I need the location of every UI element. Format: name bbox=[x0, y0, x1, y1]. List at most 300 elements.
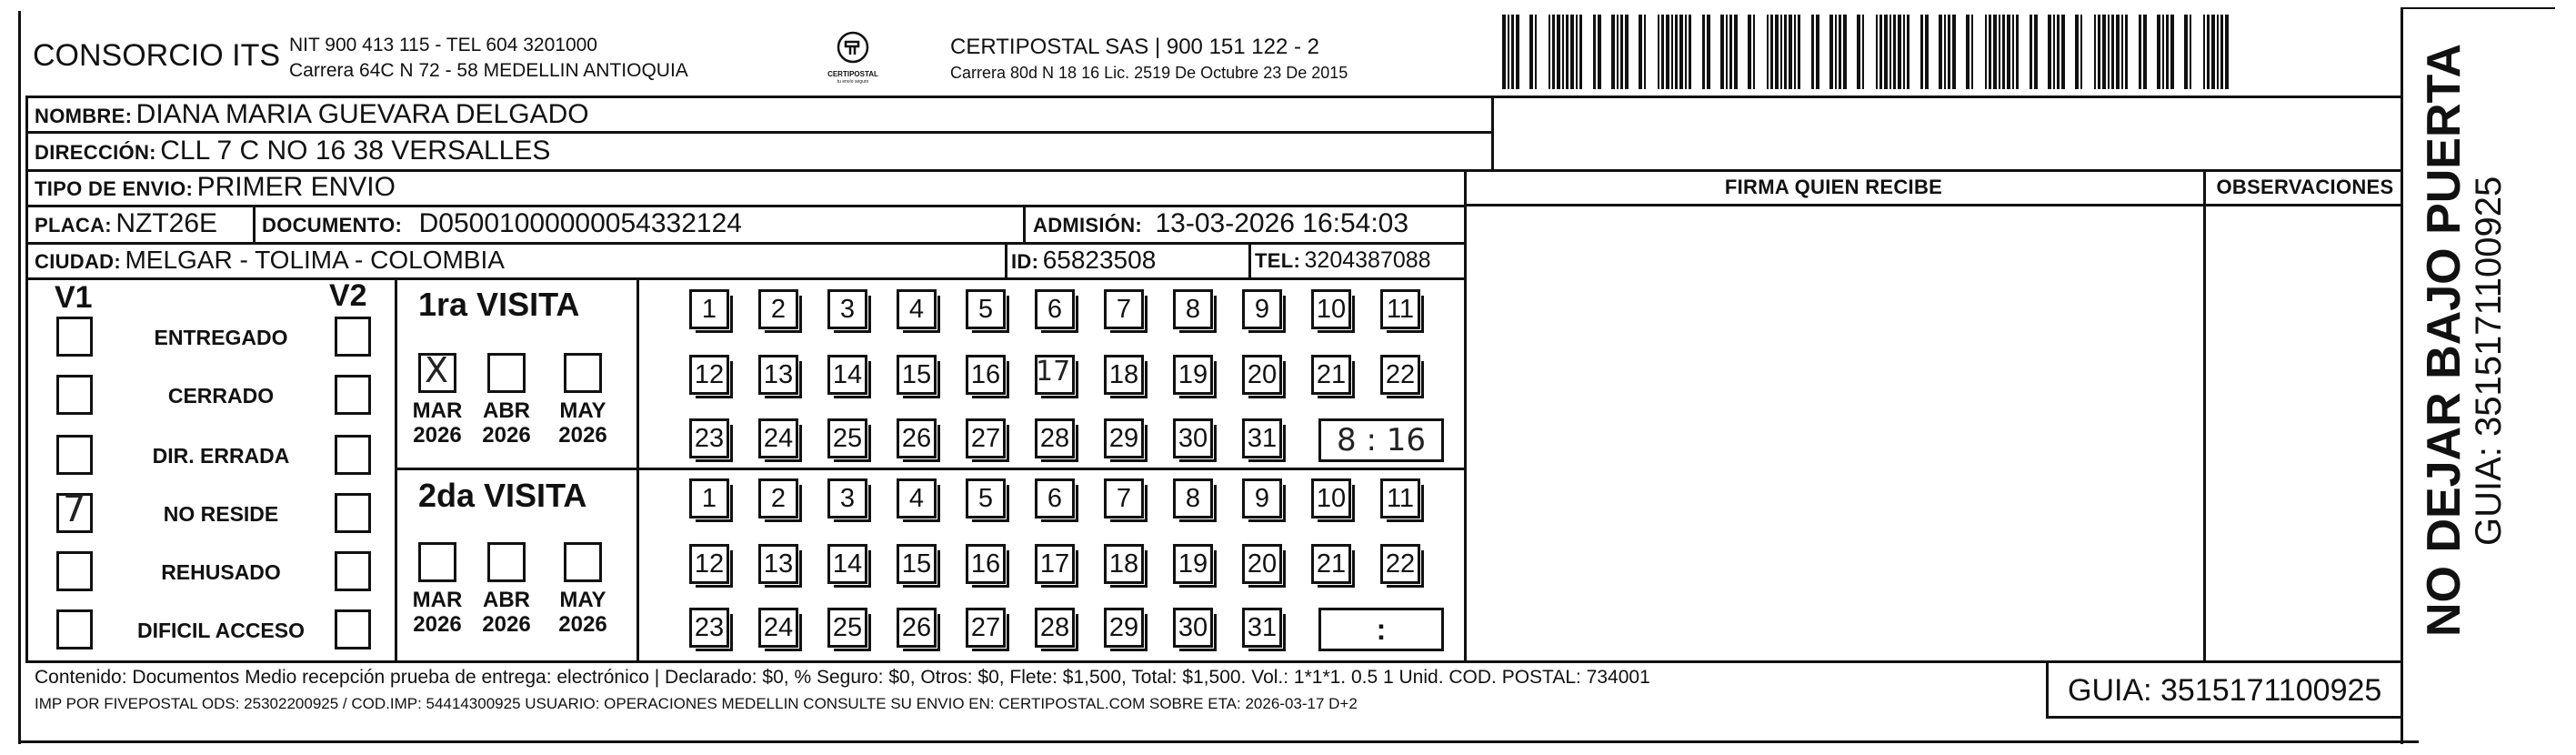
day-number: 29 bbox=[1108, 423, 1139, 453]
barcode-bar bbox=[2225, 15, 2229, 89]
day-box[interactable] bbox=[1242, 608, 1282, 648]
day-number: 24 bbox=[763, 423, 794, 453]
day-number: 12 bbox=[694, 549, 725, 579]
day-number: 25 bbox=[832, 423, 863, 453]
barcode-bar bbox=[2157, 15, 2160, 89]
day-box[interactable] bbox=[1035, 544, 1075, 584]
barcode-bar bbox=[1898, 15, 1901, 89]
barcode-bar bbox=[1748, 15, 1751, 89]
admission-divider bbox=[1023, 205, 1026, 243]
footer-contents: Contenido: Documentos Medio recepción prueba de entrega: electrónico | Declarado: $0, % Seguro: $0, Otros: $0, Flete: $1,500, Total: $1,500. Vol.: 1*1*1. 0.5 1 Unid. COD. POSTAL: 734001 bbox=[35, 667, 1650, 688]
day-box[interactable] bbox=[827, 355, 867, 395]
barcode-bar bbox=[2125, 15, 2128, 89]
visit-divider bbox=[636, 277, 639, 663]
day-box[interactable] bbox=[1173, 544, 1213, 584]
first-visit-title: 1ra VISITA bbox=[418, 286, 580, 323]
form-left-line bbox=[25, 96, 28, 663]
right-border bbox=[2401, 7, 2403, 744]
status-divider bbox=[395, 277, 397, 663]
barcode-bar bbox=[1552, 15, 1555, 89]
day-box[interactable] bbox=[1173, 418, 1213, 458]
barcode-bar bbox=[1862, 15, 1864, 89]
carrier-line: CERTIPOSTAL SAS | 900 151 122 - 2 bbox=[950, 35, 1319, 59]
barcode-bar bbox=[1689, 15, 1691, 89]
city-row bbox=[35, 246, 505, 275]
day-box[interactable] bbox=[827, 608, 867, 648]
signature-header: FIRMA QUIEN RECIBE bbox=[1724, 176, 1943, 198]
day-box[interactable] bbox=[1173, 478, 1213, 518]
barcode-bar bbox=[2211, 15, 2215, 89]
status-v1-checkbox[interactable] bbox=[56, 488, 93, 533]
document-label: DOCUMENTO: bbox=[262, 214, 403, 237]
barcode-bar bbox=[2007, 15, 2010, 89]
day-number: 31 bbox=[1247, 423, 1278, 453]
document-value: D05001000000054332124 bbox=[418, 208, 742, 238]
day-number: 15 bbox=[901, 359, 932, 389]
day-box[interactable] bbox=[1242, 544, 1282, 584]
status-label: ENTREGADO bbox=[154, 326, 288, 349]
day-box[interactable] bbox=[966, 418, 1006, 458]
name-row bbox=[35, 99, 589, 130]
day-box[interactable] bbox=[966, 608, 1006, 648]
day-number: 27 bbox=[970, 612, 1001, 642]
month-label: MAR bbox=[412, 588, 463, 612]
day-box[interactable] bbox=[689, 544, 729, 584]
barcode-bar bbox=[2034, 15, 2038, 89]
barcode-bar bbox=[1679, 15, 1683, 89]
barcode-bar bbox=[1857, 15, 1860, 89]
day-number: 30 bbox=[1178, 612, 1208, 642]
day-number: 20 bbox=[1247, 359, 1278, 389]
id-value: 65823508 bbox=[1042, 246, 1157, 274]
barcode-bar bbox=[1579, 15, 1582, 89]
day-number: 13 bbox=[763, 359, 794, 389]
day-number: 4 bbox=[908, 483, 925, 513]
barcode-bar bbox=[1734, 15, 1738, 89]
city-value: MELGAR - TOLIMA - COLOMBIA bbox=[125, 246, 505, 274]
year-label: 2026 bbox=[482, 612, 531, 637]
barcode-bar bbox=[1939, 15, 1942, 89]
day-number: 14 bbox=[832, 549, 863, 579]
day-number: 28 bbox=[1039, 612, 1070, 642]
day-box[interactable] bbox=[1242, 289, 1282, 329]
month-checkbox[interactable] bbox=[418, 542, 456, 582]
barcode-bar bbox=[1516, 15, 1519, 89]
day-box[interactable] bbox=[1104, 289, 1144, 329]
status-v1-checkbox[interactable] bbox=[56, 317, 93, 357]
barcode-bar bbox=[1816, 15, 1819, 89]
day-number: 11 bbox=[1386, 483, 1415, 513]
day-box[interactable] bbox=[758, 418, 798, 458]
month-checkbox[interactable] bbox=[564, 542, 602, 582]
logo-subtext: tu envío seguro bbox=[837, 79, 869, 85]
barcode-bar bbox=[2121, 15, 2123, 89]
city-label: CIUDAD: bbox=[35, 250, 121, 273]
row-line-1 bbox=[25, 131, 1491, 134]
day-number: 1 bbox=[701, 483, 717, 513]
day-box[interactable] bbox=[966, 544, 1006, 584]
month-checkbox[interactable] bbox=[564, 353, 602, 393]
time-box[interactable] bbox=[1318, 608, 1444, 651]
barcode-bar bbox=[1562, 15, 1564, 89]
tel-value: 3204387088 bbox=[1304, 247, 1431, 273]
tel-row bbox=[1255, 247, 1431, 274]
v2-label: V2 bbox=[329, 278, 367, 313]
day-box[interactable] bbox=[966, 355, 1006, 395]
footer-imp: IMP POR FIVEPOSTAL ODS: 25302200925 / COD.IMP: 54414300925 USUARIO: OPERACIONES MEDELLIN CONSULTE SU ENVIO EN: CERTIPOSTAL.COM SOBRE ETA: 2026-03-17 D+2 bbox=[35, 695, 1358, 712]
day-box[interactable] bbox=[827, 478, 867, 518]
certipostal-logo bbox=[824, 29, 882, 87]
barcode-bar bbox=[1617, 15, 1619, 89]
status-label: NO RESIDE bbox=[163, 502, 279, 526]
bottom-border bbox=[18, 740, 2419, 743]
id-divider bbox=[1005, 242, 1007, 278]
admission-label: ADMISIÓN: bbox=[1033, 214, 1143, 237]
barcode-bar bbox=[1952, 15, 1956, 89]
observations-header: OBSERVACIONES bbox=[2216, 176, 2394, 198]
tel-label: TEL: bbox=[1255, 249, 1301, 272]
day-number: 3 bbox=[839, 294, 856, 324]
license-line: Carrera 80d N 18 16 Lic. 2519 De Octubre 23 De 2015 bbox=[950, 64, 1348, 82]
barcode-bar bbox=[2098, 15, 2100, 89]
day-box[interactable] bbox=[1104, 355, 1144, 395]
barcode-bar bbox=[2102, 15, 2106, 89]
year-label: 2026 bbox=[413, 423, 462, 448]
address-row bbox=[35, 136, 550, 166]
day-box[interactable] bbox=[1380, 355, 1420, 395]
nit-line: NIT 900 413 115 - TEL 604 3201000 bbox=[289, 35, 597, 55]
day-box[interactable] bbox=[758, 355, 798, 395]
day-box[interactable] bbox=[758, 289, 798, 329]
barcode-bar bbox=[1666, 15, 1669, 89]
barcode-bar bbox=[2207, 15, 2210, 89]
barcode-bar bbox=[2162, 15, 2164, 89]
barcode-bar bbox=[1611, 15, 1615, 89]
day-number: 24 bbox=[763, 612, 794, 642]
barcode-bar bbox=[1876, 15, 1878, 89]
status-label: DIFICIL ACCESO bbox=[136, 619, 305, 642]
barcode-bar bbox=[1893, 15, 1896, 89]
barcode-bar bbox=[2111, 15, 2114, 89]
day-box[interactable] bbox=[1380, 478, 1420, 518]
barcode-bar bbox=[1903, 15, 1905, 89]
barcode-bar bbox=[1570, 15, 1574, 89]
barcode-bar bbox=[1989, 15, 1991, 89]
day-number: 6 bbox=[1047, 294, 1063, 324]
day-number: 18 bbox=[1108, 549, 1139, 579]
admission-row bbox=[1033, 208, 1408, 239]
month-checkbox[interactable] bbox=[487, 353, 526, 393]
document-row bbox=[262, 208, 742, 239]
day-box[interactable] bbox=[1035, 289, 1075, 329]
day-number: 23 bbox=[694, 423, 725, 453]
signature-area[interactable] bbox=[1468, 207, 2200, 660]
barcode-bar bbox=[1625, 15, 1629, 89]
month-label: ABR bbox=[483, 588, 530, 612]
day-box[interactable] bbox=[897, 544, 937, 584]
day-box[interactable] bbox=[1035, 355, 1075, 395]
day-box[interactable] bbox=[758, 478, 798, 518]
visit-middle-line bbox=[395, 468, 1466, 470]
day-box[interactable] bbox=[897, 608, 937, 648]
day-number: 2 bbox=[770, 483, 787, 513]
day-box[interactable] bbox=[689, 418, 729, 458]
day-number: 18 bbox=[1108, 359, 1139, 389]
tel-divider bbox=[1248, 242, 1251, 278]
month-label: ABR bbox=[483, 398, 530, 423]
day-number: 7 bbox=[1116, 483, 1132, 513]
type-row bbox=[35, 172, 396, 203]
day-number: 9 bbox=[1254, 483, 1270, 513]
month-check-mark: X bbox=[425, 350, 449, 390]
status-v1-checkbox[interactable] bbox=[56, 609, 93, 649]
name-value: DIANA MARIA GUEVARA DELGADO bbox=[135, 99, 589, 129]
day-number: 4 bbox=[908, 294, 925, 324]
barcode-bar bbox=[2048, 15, 2051, 89]
barcode-bar bbox=[1784, 15, 1787, 89]
status-label: DIR. ERRADA bbox=[152, 444, 290, 468]
day-number: 28 bbox=[1039, 423, 1070, 453]
status-v1-checkbox[interactable] bbox=[56, 435, 93, 475]
status-v2-checkbox[interactable] bbox=[335, 609, 371, 649]
barcode-bar bbox=[1775, 15, 1779, 89]
barcode-bar bbox=[1707, 15, 1710, 89]
day-box[interactable] bbox=[1173, 355, 1213, 395]
day-number: 21 bbox=[1316, 549, 1347, 579]
day-number: 7 bbox=[1116, 294, 1132, 324]
barcode-bar bbox=[1985, 15, 1987, 89]
barcode-bar bbox=[1843, 15, 1847, 89]
day-number: 16 bbox=[970, 549, 1001, 579]
time-box[interactable] bbox=[1318, 418, 1444, 462]
barcode-bar bbox=[1720, 15, 1724, 89]
barcode-bar bbox=[1889, 15, 1891, 89]
day-box[interactable] bbox=[897, 289, 937, 329]
v1-label: V1 bbox=[55, 280, 93, 315]
day-number: 11 bbox=[1386, 294, 1415, 324]
status-v2-checkbox[interactable] bbox=[335, 551, 371, 591]
barcode-bar bbox=[2075, 15, 2079, 89]
day-box[interactable] bbox=[1104, 478, 1144, 518]
barcode-bar bbox=[1767, 15, 1769, 89]
status-v2-checkbox[interactable] bbox=[335, 317, 371, 357]
status-label: REHUSADO bbox=[161, 560, 281, 584]
barcode-bar bbox=[2094, 15, 2096, 89]
day-number: 29 bbox=[1108, 612, 1139, 642]
day-number: 15 bbox=[901, 549, 932, 579]
status-v1-checkbox[interactable] bbox=[56, 375, 93, 415]
barcode-bar bbox=[1566, 15, 1569, 89]
id-row bbox=[1011, 246, 1156, 275]
left-border bbox=[18, 11, 21, 744]
day-number: 14 bbox=[832, 359, 863, 389]
day-box[interactable] bbox=[966, 478, 1006, 518]
month-checkbox[interactable] bbox=[487, 542, 526, 582]
barcode-bar bbox=[1502, 15, 1506, 89]
day-number: 26 bbox=[901, 612, 932, 642]
day-box[interactable] bbox=[897, 418, 937, 458]
day-number: 20 bbox=[1247, 549, 1278, 579]
observations-left-line bbox=[2203, 169, 2206, 663]
status-v2-checkbox[interactable] bbox=[335, 493, 371, 533]
day-number: 30 bbox=[1178, 423, 1208, 453]
barcode-bar bbox=[2080, 15, 2082, 89]
day-box[interactable] bbox=[827, 544, 867, 584]
day-number: 27 bbox=[970, 423, 1001, 453]
day-box[interactable] bbox=[966, 289, 1006, 329]
day-number: 6 bbox=[1047, 483, 1063, 513]
barcode-bar bbox=[1907, 15, 1909, 89]
day-number: 1 bbox=[701, 294, 717, 324]
month-label: MAR bbox=[412, 398, 463, 423]
address-label: DIRECCIÓN: bbox=[35, 141, 156, 164]
barcode-bar bbox=[2057, 15, 2060, 89]
barcode-bar bbox=[1671, 15, 1673, 89]
time-value: 8 : 16 bbox=[1337, 422, 1426, 458]
time-value: : bbox=[1376, 612, 1387, 646]
barcode-bar bbox=[1685, 15, 1687, 89]
barcode-bar bbox=[2143, 15, 2147, 89]
day-number: 19 bbox=[1178, 359, 1208, 389]
barcode-bar bbox=[2002, 15, 2005, 89]
barcode-bar bbox=[1508, 15, 1509, 89]
day-box[interactable] bbox=[1311, 289, 1351, 329]
day-box[interactable] bbox=[897, 355, 937, 395]
status-v1-check-mark: 7 bbox=[63, 488, 86, 530]
barcode-bar bbox=[2170, 15, 2174, 89]
barcode-bar bbox=[2139, 15, 2141, 89]
day-box[interactable] bbox=[1104, 544, 1144, 584]
day-box[interactable] bbox=[689, 478, 729, 518]
day-box[interactable] bbox=[1380, 289, 1420, 329]
type-value: PRIMER ENVIO bbox=[196, 172, 396, 202]
day-number: 16 bbox=[970, 359, 1001, 389]
barcode-bar bbox=[2030, 15, 2032, 89]
barcode-bar bbox=[1839, 15, 1841, 89]
signature-left-line bbox=[1464, 169, 1467, 663]
day-check-mark: 17 bbox=[1036, 356, 1071, 388]
day-box[interactable] bbox=[1242, 478, 1282, 518]
day-number: 3 bbox=[839, 483, 856, 513]
day-box[interactable] bbox=[689, 355, 729, 395]
status-v1-checkbox[interactable] bbox=[56, 551, 93, 591]
day-number: 25 bbox=[832, 612, 863, 642]
barcode-bar bbox=[1999, 15, 2000, 89]
barcode-bar bbox=[2203, 15, 2205, 89]
plate-value: NZT26E bbox=[115, 208, 218, 238]
id-label: ID: bbox=[1011, 250, 1039, 273]
barcode-bar bbox=[1966, 15, 1970, 89]
admission-value: 13-03-2026 16:54:03 bbox=[1155, 208, 1409, 238]
plate-label: PLACA: bbox=[35, 214, 112, 237]
plate-divider bbox=[253, 205, 256, 243]
day-box[interactable] bbox=[689, 289, 729, 329]
barcode-bar bbox=[1658, 15, 1659, 89]
day-box[interactable] bbox=[1104, 608, 1144, 648]
barcode-bar bbox=[1835, 15, 1837, 89]
address-value: CLL 7 C NO 16 38 VERSALLES bbox=[160, 136, 551, 166]
day-box[interactable] bbox=[758, 544, 798, 584]
day-box[interactable] bbox=[689, 608, 729, 648]
day-box[interactable] bbox=[1380, 544, 1420, 584]
barcode-bar bbox=[1884, 15, 1888, 89]
barcode-bar bbox=[1576, 15, 1578, 89]
month-label: MAY bbox=[559, 398, 606, 423]
day-box[interactable] bbox=[1311, 478, 1351, 518]
day-box[interactable] bbox=[827, 418, 867, 458]
day-box[interactable] bbox=[1173, 289, 1213, 329]
barcode-bar bbox=[1944, 15, 1946, 89]
barcode-bar bbox=[1798, 15, 1800, 89]
name-label: NOMBRE: bbox=[35, 105, 133, 127]
barcode-bar bbox=[1920, 15, 1923, 89]
barcode-bar bbox=[2220, 15, 2223, 89]
year-label: 2026 bbox=[482, 423, 531, 448]
day-number: 19 bbox=[1178, 549, 1208, 579]
day-box[interactable] bbox=[897, 478, 937, 518]
barcode-bar bbox=[1993, 15, 1997, 89]
day-box[interactable] bbox=[1104, 418, 1144, 458]
barcode-bar bbox=[2108, 15, 2110, 89]
barcode-bar bbox=[1675, 15, 1678, 89]
company-address: Carrera 64C N 72 - 58 MEDELLIN ANTIOQUIA bbox=[289, 60, 688, 81]
observations-area[interactable] bbox=[2207, 207, 2398, 660]
barcode-bar bbox=[2217, 15, 2219, 89]
day-box[interactable] bbox=[1242, 418, 1282, 458]
barcode-bar bbox=[1829, 15, 1833, 89]
form-top-line bbox=[25, 96, 2402, 98]
status-v2-checkbox[interactable] bbox=[335, 435, 371, 475]
barcode-bar bbox=[1661, 15, 1664, 89]
barcode-bar bbox=[1549, 15, 1550, 89]
day-number: 23 bbox=[694, 612, 725, 642]
day-box[interactable] bbox=[758, 608, 798, 648]
barcode-bar bbox=[1644, 15, 1646, 89]
day-number: 26 bbox=[901, 423, 932, 453]
barcode-bar bbox=[1702, 15, 1705, 89]
barcode-bar bbox=[1770, 15, 1773, 89]
signature-header-line bbox=[1464, 204, 2402, 206]
month-checkbox[interactable] bbox=[418, 350, 456, 393]
barcode-bar bbox=[1948, 15, 1950, 89]
year-label: 2026 bbox=[413, 612, 462, 637]
plate-row bbox=[35, 208, 217, 239]
barcode-bar bbox=[2190, 15, 2191, 89]
right-form-line bbox=[1491, 96, 1494, 172]
day-box[interactable] bbox=[1035, 418, 1075, 458]
side-guide: GUIA: 3515171100925 bbox=[2469, 176, 2509, 546]
day-number: 10 bbox=[1316, 483, 1347, 513]
day-box[interactable] bbox=[827, 289, 867, 329]
day-box[interactable] bbox=[1242, 355, 1282, 395]
status-v2-checkbox[interactable] bbox=[335, 375, 371, 415]
barcode-bar bbox=[1789, 15, 1792, 89]
year-label: 2026 bbox=[558, 423, 607, 448]
day-box[interactable] bbox=[1173, 608, 1213, 648]
second-visit-title: 2da VISITA bbox=[418, 477, 587, 514]
day-number: 9 bbox=[1254, 294, 1270, 324]
day-box[interactable] bbox=[1035, 608, 1075, 648]
logo-icon bbox=[835, 29, 871, 65]
day-number: 22 bbox=[1385, 359, 1416, 389]
day-box[interactable] bbox=[1311, 355, 1351, 395]
day-box[interactable] bbox=[1035, 478, 1075, 518]
day-box[interactable] bbox=[1311, 544, 1351, 584]
barcode-bar bbox=[1780, 15, 1782, 89]
top-right-corner bbox=[2401, 7, 2555, 9]
barcode-bar bbox=[1753, 15, 1755, 89]
row-line-3 bbox=[25, 205, 1467, 207]
